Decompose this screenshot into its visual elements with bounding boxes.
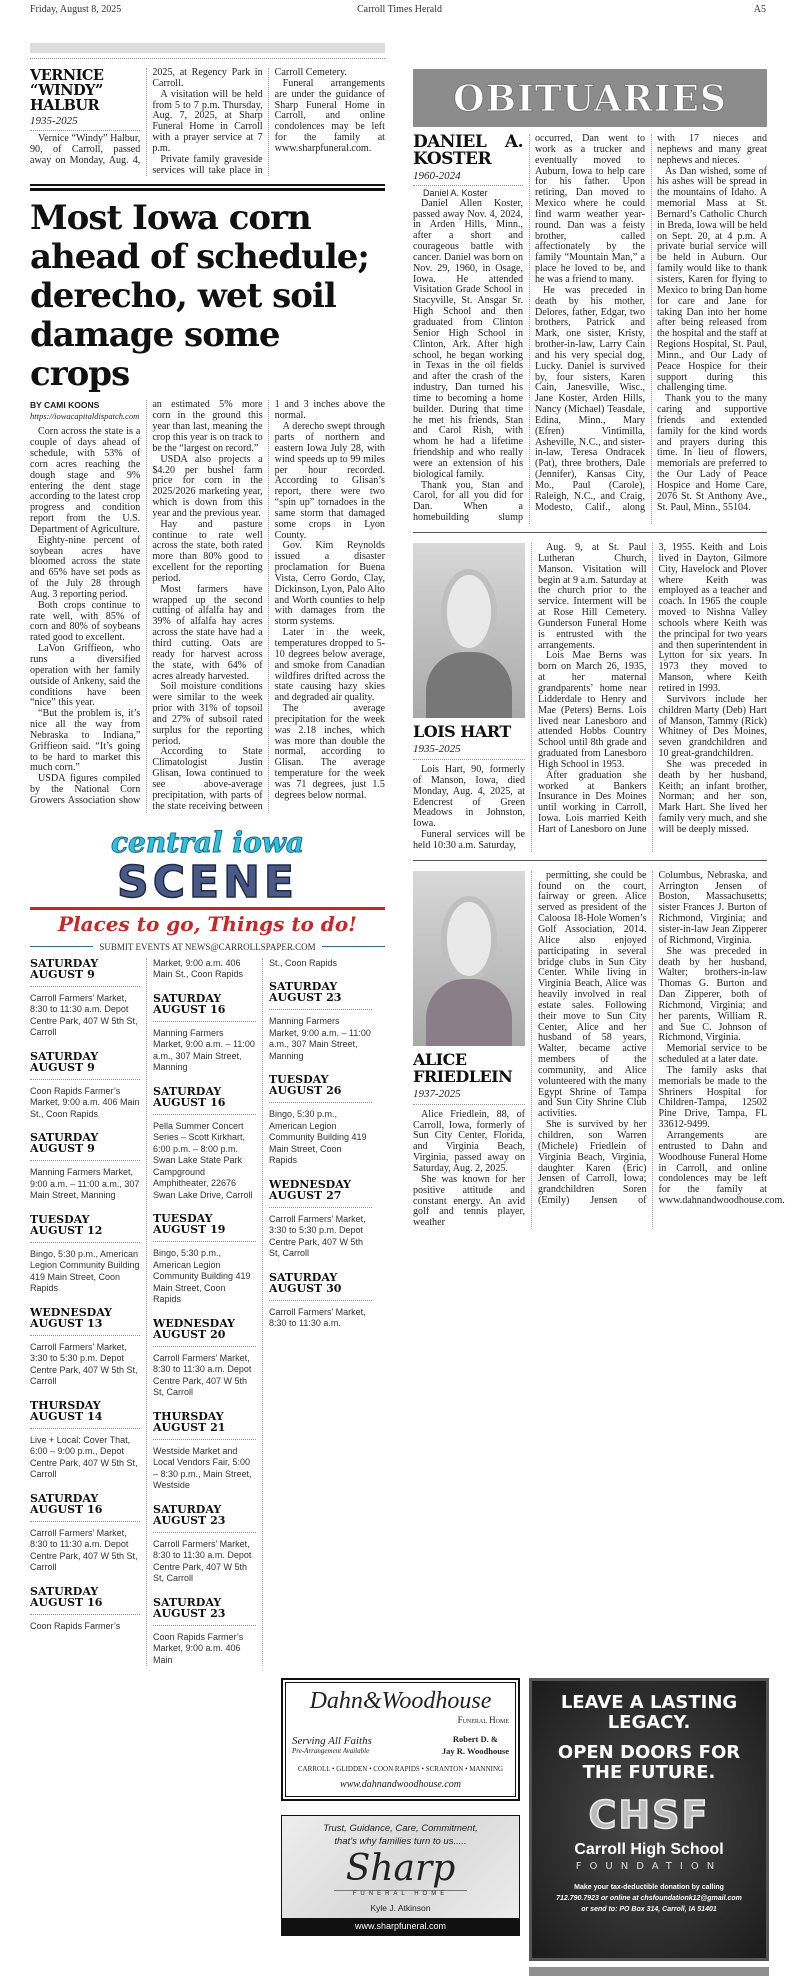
paragraph: As Dan wished, some of his ashes will be spread in the mountains of Idaho. A memorial Mass at St. Bernard’s Catholic Church in Breda, Iowa will be held on Sept. 20, at 4 p.m. A private burial service will be held in Auburn. Our family would like to thank sisters, Karen for flying to Mexico to bring Dan home for care and Jane for taking Dan into her home after being released from the hospital and the staff at Regions Hospital, St. Paul, Minn., and Our Lady of Peace Hospice for their support during this challenging time. bbox=[657, 165, 767, 394]
article-headline: Most Iowa corn ahead of schedule; derecho, wet soil damage some crops bbox=[30, 198, 369, 395]
event-description: Carroll Farmers’ Market, 3:30 to 5:30 p.m. Depot Centre Park, 407 W 5th St, Carroll bbox=[269, 1213, 366, 1258]
event-description: Coon Rapids Farmer’s Market, 9:00 a.m. 406 Main bbox=[153, 1631, 244, 1665]
paragraph: Daniel Allen Koster, passed away Nov. 4, 2024, in Arden Hills, Minn., after a short and courageous battle with cancer. Daniel was born on Nov. 29, 1960, in Osage, Iowa. He attended Visitation Grade School in Stacyville, St. Ansgar Sr. High School and then graduated from Clinton Senior High School in Clinton, Ark. After high school, he began working in Texas in the oil fields and after the crash of the industry, Dan turned his time to becoming a home builder. During that time he met his friends, Stan and Carol Rish, with whom he had a lifetime friendship and who really were an extension of his biological family. bbox=[413, 197, 523, 480]
chsf-headline-1: LEAVE A LASTING LEGACY. bbox=[560, 1692, 738, 1733]
paragraph: USDA figures compiled by the National Corn Growers Association show an estimated 5% more corn in the ground this year than last, meaning the crop this year is on track to be the “largest on record.” bbox=[30, 399, 263, 806]
event-description: Carroll Farmers’ Market, 3:30 to 5:30 p.m. Depot Centre Park, 407 W 5th St, Carroll bbox=[30, 1341, 138, 1386]
event-item bbox=[153, 1086, 256, 1202]
owners bbox=[442, 1733, 509, 1757]
event-item bbox=[30, 1214, 140, 1295]
paragraph: Lois Mae Berns was born on March 26, 1935, at her maternal grandparents’ home near Lidderdale to Henry and Mae (Peters) Berns. Lois lived near Lanesboro and attended Hobbs Country School until 8th grade and graduated from Lanesboro High School in 1953. bbox=[538, 650, 647, 770]
event-description: St., Coon Rapids bbox=[269, 957, 338, 968]
paragraph: She was known for her positive attitude and constant energy. An avid golf and tennis player, weather bbox=[413, 1173, 525, 1229]
event-date: SATURDAY AUGUST 23 bbox=[269, 981, 372, 1010]
left-column-stack bbox=[30, 68, 385, 1666]
event-description: Bingo, 5:30 p.m., American Legion Community Building 419 Main Street, Coon Rapids bbox=[269, 1109, 367, 1165]
event-date: THURSDAY AUGUST 21 bbox=[153, 1411, 256, 1440]
prearrangement-text: Pre-Arrangement Available bbox=[292, 1747, 370, 1755]
paragraph: Arrangements are entrusted to Dahn and Woodhouse Funeral Home in Carroll, and online condolences may be left for the family at www.dahnandwoodhouse.com. bbox=[658, 1130, 785, 1207]
photo-caption: Daniel A. Koster bbox=[413, 185, 523, 199]
paragraph: Funeral arrangements are under the guidance of Sharp Funeral Home in Carroll, and online condolences may be left for the family at www.sharpfuneral.com. bbox=[274, 77, 385, 154]
event-date: SATURDAY AUGUST 23 bbox=[153, 1597, 256, 1626]
paragraph: LaVon Griffieon, who runs a diversified operation with her family outside of Ankeny, said the conditions have been “nice” this year. bbox=[30, 643, 141, 709]
event-item bbox=[153, 958, 256, 981]
issue-date: Friday, August 8, 2025 bbox=[30, 4, 122, 15]
paragraph: She was preceded in death by her husband, Walter; brothers-in-law Thomas G. Burton and Dan Zipperer, both of Richmond, Virginia; and her parents, William R. and Sue C. Johnson of Richmond, Virginia. bbox=[658, 945, 767, 1044]
event-date: SATURDAY AUGUST 23 bbox=[153, 1504, 256, 1533]
event-description: Manning Farmers Market, 9:00 a.m. – 11:00 a.m., 307 Main Street, Manning bbox=[30, 1167, 140, 1200]
obituary-name: LOIS HART bbox=[413, 722, 511, 741]
events-column bbox=[146, 958, 256, 1667]
paragraph: The average precipitation for the week was 2.18 inches, which was more than double the normal, according to Glisan. The average temperature for the week was 71 degrees, just 1.5 degrees below normal. bbox=[274, 703, 385, 801]
obituary-name: VERNICE “WINDY” HALBUR bbox=[30, 67, 104, 114]
central-iowa-scene-banner bbox=[30, 827, 385, 938]
obituary-friedlein bbox=[413, 869, 785, 1229]
chsf-logo: CHSF bbox=[588, 1793, 710, 1837]
event-description: Westside Market and Local Vendors Fair, 5:00 – 8:30 p.m., Main Street, Westside bbox=[153, 1445, 252, 1490]
event-date: SATURDAY AUGUST 16 bbox=[30, 1586, 140, 1615]
event-description: Carroll Farmers’ Market, 8:30 to 11:30 a.m. Depot Centre Park, 407 W 5th St, Carroll bbox=[30, 992, 138, 1037]
section-rule bbox=[30, 184, 385, 191]
article-source: https://iowacapitaldispatch.com bbox=[30, 411, 140, 422]
donate-line: or send to: PO Box 314, Carroll, IA 51401 bbox=[581, 1906, 717, 1913]
tagline-line: that’s why families turn to us..... bbox=[334, 1836, 467, 1847]
obituary-name: DANIEL A. KOSTER bbox=[413, 132, 523, 169]
obituary-years: 1960-2024 bbox=[413, 170, 461, 182]
event-item bbox=[30, 1493, 140, 1574]
event-date: WEDNESDAY AUGUST 27 bbox=[269, 1179, 372, 1208]
obituaries-header: OBITUARIES bbox=[413, 69, 767, 127]
paragraph: Corn across the state is a couple of days ahead of schedule, with 53% of corn acres reaching the dough stage and 9% entering the dent stage according to the latest crop progress and condition report from the U.S. Department of Agriculture. bbox=[30, 426, 141, 535]
event-description: Carroll Farmers’ Market, 8:30 to 11:30 a.m. Depot Centre Park, 407 W 5th St, Carroll bbox=[30, 1527, 138, 1572]
paragraph: A derecho swept through parts of northern and eastern Iowa July 28, with wind speeds up to 99 miles per hour recorded. According to Glisan’s report, there were two “spin up” tornadoes in the same storm that damaged some crops in Lyon County. bbox=[274, 421, 385, 541]
tagline: Places to go, Things to do! bbox=[30, 907, 385, 938]
paragraph: USDA also projects a $4.20 per bushel farm price for corn in the 2025/2026 marketing year, which is down from this year and the previous year. bbox=[152, 453, 263, 519]
paragraph: Private family graveside services will take place in Carroll Cemetery. bbox=[152, 67, 347, 176]
alice-friedlein-photo bbox=[413, 871, 525, 1046]
paragraph: Eighty-nine percent of soybean acres have bloomed across the state and 65% have set pods as of the July 28 through Aug. 3 reporting period. bbox=[30, 534, 141, 600]
central-iowa-text: central iowa bbox=[111, 825, 304, 859]
header-rule bbox=[30, 43, 385, 53]
event-item bbox=[153, 1597, 256, 1667]
event-date: SATURDAY AUGUST 9 bbox=[30, 958, 140, 987]
event-description: Manning Farmers Market, 9:00 a.m. – 11:00 a.m., 307 Main Street, Manning bbox=[269, 1016, 371, 1061]
paragraph: Later in the week, temperatures dropped to 5-10 degrees below average, and smoke from Canadian wildfires drifted across the state causing hazy skies and degraded air quality. bbox=[274, 627, 385, 704]
event-date: SATURDAY AUGUST 9 bbox=[30, 1132, 140, 1161]
event-description: Manning Farmers Market, 9:00 a.m. – 11:00 a.m., 307 Main Street, Manning bbox=[153, 1027, 255, 1072]
paragraph: Thank you, Stan and Carol, for all you did for Dan. When a homebuilding slump occurred, Dan went to work as a trucker and eventually moved to Auburn, Iowa to help care for his father. Upon retiring, Dan moved to Mexico where he could find warm weather year-round. Dan was a feisty brother, called affectionately by the family “Mountain Man,” a place he loved to be, and he was a friend to many. bbox=[413, 133, 645, 524]
event-item bbox=[153, 993, 256, 1074]
paragraph: She is survived by her children, son Warren (Michele) Friedlein of Virginia Beach, Virginia, daughter Karen (Eric) Jensen of Carroll, Iowa; grandchildren Soren (Emily) Jensen of Columbus, Nebraska, and Arrington Jensen of Boston, Massachusetts; sister Frances J. Burton of Richmond, Virginia; and sister-in-law Jean Zipperer of Richmond, Virginia. bbox=[538, 869, 767, 1207]
ads-area bbox=[281, 1678, 769, 1976]
divider bbox=[413, 532, 767, 533]
event-date: THURSDAY AUGUST 14 bbox=[30, 1400, 140, 1429]
obituary-koster bbox=[413, 134, 767, 524]
event-date: WEDNESDAY AUGUST 13 bbox=[30, 1307, 140, 1336]
event-item bbox=[153, 1504, 256, 1585]
obituary-years: 1937-2025 bbox=[413, 1088, 525, 1105]
event-item bbox=[30, 1051, 140, 1121]
paragraph: He was preceded in death by his mother, Delores, father, Edgar, two brothers, Patrick and Mark, one sister, Kristy, brother-in-law, Larry Cain and his very special dog, Lucky. Daniel is survived by, four sisters, Karen Cain, Janesville, Wisc., Jane Koster, Arden Hills, Nancy (Michael) Teasdale, Edina, Minn., Mary (Efren) Vintimilla, Asheville, N.C., and sister-in-law, Teresa Ondracek (Pat), three brothers, Dale (Jennifer), Kansas City, Mo., Paul (Carole), Raleigh, N.C., and Craig, Modesto, Calif., along with 17 nieces and nephews and many great nephews and nieces. bbox=[535, 133, 767, 513]
newspaper-name: Carroll Times Herald bbox=[357, 4, 442, 15]
article-text bbox=[30, 400, 385, 812]
donate-line: Make your tax-deductible donation by calling bbox=[574, 1884, 724, 1891]
obituary-friedlein-continued bbox=[531, 869, 785, 1229]
sharp-logo: Sharp bbox=[345, 1848, 456, 1889]
obituary-text bbox=[538, 869, 785, 1207]
events-column bbox=[262, 958, 372, 1667]
events-list bbox=[30, 958, 385, 1667]
paragraph: Soil moisture conditions were similar to the week prior with 31% of topsoil and 27% of subsoil rated surplus for the reporting period. bbox=[152, 681, 263, 747]
byline: BY CAMI KOONS bbox=[30, 400, 100, 411]
funeral-home-label: Funeral Home bbox=[457, 1715, 509, 1725]
event-item bbox=[153, 1411, 256, 1492]
paragraph: Survivors include her children Marty (Deb) Hart of Manson, Tammy (Rick) Whitney of Des Moines, seven grandchildren and 10 great-grandchildren. bbox=[658, 693, 767, 760]
paragraph: According to State Climatologist Justin Glisan, Iowa continued to see above-average precipitation, with parts of the state receiving between 1 and 3 inches above the normal. bbox=[152, 399, 385, 812]
lois-hart-photo bbox=[413, 543, 525, 718]
event-description: Live + Local: Cover That, 6:00 – 9:00 p.m., Depot Centre Park, 407 W 5th St, Carroll bbox=[30, 1434, 138, 1479]
paragraph: Alice Friedlein, 88, of Carroll, Iowa, formerly of Sun City Center, Florida, and Virginia Beach, Virginia, passed away on Saturday, Aug. 2, 2025. bbox=[413, 1108, 525, 1174]
event-item bbox=[30, 1586, 140, 1633]
divider bbox=[413, 860, 767, 861]
paragraph: After graduation she worked at Bankers Insurance in Des Moines until working in Carroll, Iowa. Lois married Keith Hart of Lanesboro on June 3, 1955. Keith and Lois lived in Dayton, Gilmore City, Havelock and Plover where Keith was employed as a teacher and coach. In 1965 the couple moved to Nishna Valley schools where Keith was the principal for two years and then superintendent in Lytton for six years. In 1973 they moved to Manson, where Keith retired in 1993. bbox=[538, 542, 767, 835]
sharp-funeral-ad[interactable] bbox=[281, 1815, 520, 1936]
submit-events-text: SUBMIT EVENTS AT NEWS@CARROLLSPAPER.COM bbox=[99, 941, 316, 952]
obituary-text bbox=[413, 1110, 525, 1229]
owners-line: Jay R. Woodhouse bbox=[441, 1746, 509, 1756]
ad-rule bbox=[529, 1967, 769, 1976]
paragraph: “But the problem is, it’s nice all the way from Nebraska to Indiana,” Griffieon said. “It’s going to be hard to market this much corn.” bbox=[30, 708, 141, 774]
obituary-name: ALICE FRIEDLEIN bbox=[413, 1049, 513, 1086]
towns: CARROLL • GLIDDEN • COON RAPIDS • SCRANTON • MANNING bbox=[297, 1765, 504, 1773]
owners-line: Robert D. & bbox=[452, 1734, 498, 1744]
event-item bbox=[153, 1213, 256, 1306]
donate-line[interactable]: 712.790.7923 or online at chsfoundationk12@gmail.com bbox=[556, 1895, 742, 1902]
submit-events-line bbox=[30, 942, 385, 952]
event-item bbox=[30, 1400, 140, 1481]
ads-right bbox=[529, 1678, 769, 1976]
paragraph: She was preceded in death by her husband, Keith; an infant brother, Norman; and her son, Mark Hart. She lived her family very much, and she will be deeply missed. bbox=[658, 758, 767, 835]
paragraph: Memorial service to be scheduled at a later date. bbox=[658, 1043, 767, 1066]
ampersand: & bbox=[362, 1688, 382, 1714]
event-item bbox=[269, 1179, 372, 1260]
paragraph: Both crops continue to rate well, with 85% of corn and 80% of soybeans rated good to excellent. bbox=[30, 599, 141, 644]
event-date: WEDNESDAY AUGUST 20 bbox=[153, 1318, 256, 1347]
obituary-years: 1935-2025 bbox=[30, 116, 140, 131]
dahn-logo: Dahn bbox=[309, 1688, 363, 1714]
events-column bbox=[30, 958, 140, 1667]
ads-left bbox=[281, 1678, 520, 1936]
event-description: Coon Rapids Farmer’s Market, 9:00 a.m. 406 Main St., Coon Rapids bbox=[30, 1085, 140, 1119]
chsf-ad[interactable] bbox=[529, 1678, 769, 1961]
event-date: TUESDAY AUGUST 26 bbox=[269, 1074, 372, 1103]
paragraph: Aug. 9, at St. Paul Lutheran Church, Manson. Visitation will begin at 9 a.m. Saturday at the church prior to the service. Interment will be at Rose Hill Cemetery. Gunderson Funeral Home is entrusted with the arrangements. bbox=[538, 542, 647, 651]
paragraph: Thank you to the many caring and supportive friends and extended family for the kind words and prayers during this time. In lieu of flowers, memorials are preferred to the Our Lady of Peace Hospice and Home Care, 2076 St. St Anthony Ave., St. Paul, Minn., 55104. bbox=[657, 393, 767, 513]
event-item bbox=[269, 1074, 372, 1167]
paragraph: Gov. Kim Reynolds issued a disaster proclamation for Buena Vista, Cerro Gordo, Clay, Dickinson, Lyon, Palo Alto and Worth counties to help with damages from the storm systems. bbox=[274, 540, 385, 628]
chsf-donate bbox=[536, 1882, 762, 1915]
event-item bbox=[269, 1272, 372, 1330]
event-description: Pella Summer Concert Series – Scott Kirkhart, 6:00 p.m. – 8:00 p.m. Swan Lake State Park Campground Amphitheater, 22676 Swan Lake Drive, Carroll bbox=[153, 1120, 253, 1200]
tagline-line: Trust, Guidance, Care, Commitment, bbox=[323, 1823, 478, 1834]
event-description: Carroll Farmers’ Market, 8:30 to 11:30 a.m. Depot Centre Park, 407 W 5th St, Carroll bbox=[153, 1538, 252, 1583]
obituary-years: 1935-2025 bbox=[413, 743, 525, 760]
chsf-school: Carroll High School bbox=[574, 1841, 724, 1858]
obituary-halbur bbox=[30, 68, 385, 176]
scene-logo-text: SCENE bbox=[117, 856, 298, 908]
sharp-person: Kyle J. Atkinson bbox=[370, 1903, 431, 1913]
paragraph: The family asks that memorials be made to the Shriners Hospital for Children-Tampa, 12502 Pine Drive, Tampa, FL 33612-9499. bbox=[658, 1064, 767, 1131]
event-item bbox=[153, 1318, 256, 1399]
event-date: SATURDAY AUGUST 16 bbox=[30, 1493, 140, 1522]
article-body bbox=[30, 400, 385, 812]
event-date: TUESDAY AUGUST 12 bbox=[30, 1214, 140, 1243]
paragraph: Hay and pasture continue to rate well across the state, both rated more than 80% good to excellent for the reporting period. bbox=[152, 518, 263, 584]
event-item bbox=[269, 981, 372, 1062]
event-description: Bingo, 5:30 p.m., American Legion Community Building 419 Main Street, Coon Rapids bbox=[153, 1248, 251, 1304]
chsf-headline-2: OPEN DOORS FOR THE FUTURE. bbox=[557, 1742, 741, 1783]
event-item bbox=[30, 958, 140, 1039]
paragraph: permitting, she could be found on the court, fairway or green. Alice served as president of the Caloosa 18-Hole Women’s Golf Association, 2014. Alice also enjoyed participating in several bridge clubs in Sun City Center. While living in Virginia Beach, Alice was heavily involved in real estate sales. Following their move to Sun City Center, Alice and her husband of 58 years, Walter, became active members of the community, and Alice volunteered with the many Egypt Shrine of Tampa and Sun City Shrine Club activities. bbox=[538, 869, 647, 1120]
sharp-sub: FUNERAL HOME bbox=[334, 1890, 467, 1897]
dahn-url[interactable]: www.dahnandwoodhouse.com bbox=[340, 1779, 461, 1790]
obituary-text bbox=[538, 543, 767, 836]
event-date: TUESDAY AUGUST 19 bbox=[153, 1213, 256, 1242]
obituary-hart-continued bbox=[531, 543, 767, 852]
event-description: Carroll Farmers’ Market, 8:30 to 11:30 a.m. bbox=[269, 1306, 366, 1328]
chsf-foundation: FOUNDATION bbox=[575, 1861, 723, 1872]
paragraph: Lois Hart, 90, formerly of Manson, Iowa, died Monday, Aug. 4, 2025, at Edencrest of Green Meadows in Johnston, Iowa. bbox=[413, 764, 525, 830]
paragraph: Most farmers have wrapped up the second cutting of alfalfa hay and 39% of alfalfa hay acres across the state have had a third cutting. Oats are ready for harvest across the state, with 64% of acres already harvested. bbox=[152, 583, 263, 682]
event-description: Bingo, 5:30 p.m., American Legion Community Building 419 Main Street, Coon Rapids bbox=[30, 1248, 140, 1293]
paragraph: Vernice “Windy” Halbur, 90, of Carroll, passed away on Monday, Aug. 4, 2025, at Regency Park in Carroll. bbox=[30, 67, 263, 166]
event-date: SATURDAY AUGUST 30 bbox=[269, 1272, 372, 1301]
serving-text: Serving All Faiths bbox=[292, 1735, 372, 1747]
paragraph: A visitation will be held from 5 to 7 p.m. Thursday, Aug. 7, 2025, at Sharp Funeral Home in Carroll with a prayer service at 7 p.m. bbox=[152, 88, 263, 154]
woodhouse-logo: Woodhouse bbox=[381, 1688, 492, 1714]
sharp-tagline bbox=[282, 1822, 519, 1848]
right-column-stack bbox=[413, 132, 785, 1229]
sharp-url[interactable]: www.sharpfuneral.com bbox=[282, 1918, 519, 1935]
paragraph: Funeral services will be held 10:30 a.m. Saturday, bbox=[413, 829, 525, 851]
page-number: A5 bbox=[753, 4, 766, 15]
event-description: Market, 9:00 a.m. 406 Main St., Coon Rapids bbox=[153, 957, 244, 979]
obituary-hart bbox=[413, 543, 767, 852]
obituary-text bbox=[413, 765, 525, 852]
divider bbox=[30, 58, 385, 59]
event-date: SATURDAY AUGUST 16 bbox=[153, 1086, 256, 1115]
event-description: Coon Rapids Farmer’s bbox=[30, 1620, 121, 1631]
event-item bbox=[269, 958, 372, 970]
event-item bbox=[30, 1132, 140, 1202]
event-date: SATURDAY AUGUST 16 bbox=[153, 993, 256, 1022]
event-item bbox=[30, 1307, 140, 1388]
event-date: SATURDAY AUGUST 9 bbox=[30, 1051, 140, 1080]
event-description: Carroll Farmers’ Market, 8:30 to 11:30 a.m. Depot Centre Park, 407 W 5th St, Carroll bbox=[153, 1352, 252, 1397]
dahn-woodhouse-ad[interactable] bbox=[281, 1678, 520, 1801]
